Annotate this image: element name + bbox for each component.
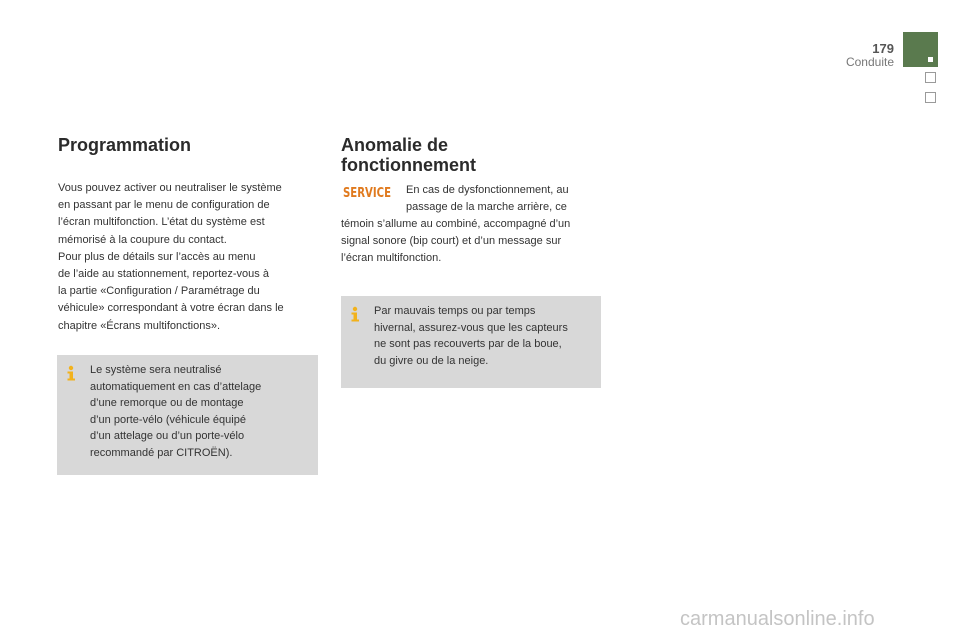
- anomalie-paragraph-indented: En cas de dysfonctionnement, au passage de la marche arrière, ce: [406, 184, 569, 214]
- watermark: carmanualsonline.info: [680, 608, 875, 630]
- note-text-left: Le système sera neutralisé automatiquement en cas d’attelage d’une remorque ou de montage d’un porte-vélo (véhicule équipé d’un attelage ou d’un porte-vélo recommandé par CITROËN).: [90, 364, 262, 459]
- programmation-paragraph: Vous pouvez activer ou neutraliser le système en passant par le menu de configuration de l’écran multifonction. L’état du système est mémorisé à la coupure du contact. Pour plus de détails sur l’accès au menu de l’aide au stationnement, reportez-vous à la partie «Configuration / Paramétrage du véhicule» correspondant à votre écran dans le chapitre «Écrans multifonctions».: [58, 182, 284, 332]
- tab-marker-icon: [928, 57, 933, 62]
- heading-line-1: Anomalie de: [341, 135, 449, 155]
- chapter-tab-outline: [925, 92, 936, 103]
- note-text-right: Par mauvais temps ou par temps hivernal, assurez-vous que les capteurs ne sont pas recouverts par de la boue, du givre ou de la neige.: [374, 305, 568, 367]
- service-warning-icon: [343, 185, 391, 203]
- section-heading-anomalie: [341, 135, 476, 175]
- anomalie-paragraph: témoin s’allume au combiné, accompagné d’un signal sonore (bip court) et d’un message sur l’écran multifonction.: [341, 218, 571, 265]
- section-heading-programmation: Programmation: [58, 135, 192, 155]
- info-icon: [64, 365, 78, 381]
- chapter-tab-outline: [925, 72, 936, 83]
- page-number: 179: [872, 41, 894, 56]
- heading-line-2: fonctionnement: [341, 155, 476, 175]
- info-icon: [348, 306, 362, 322]
- chapter-tab-active: [903, 32, 938, 67]
- section-title: Conduite: [845, 55, 894, 69]
- service-icon-label: SERVICE: [343, 186, 392, 201]
